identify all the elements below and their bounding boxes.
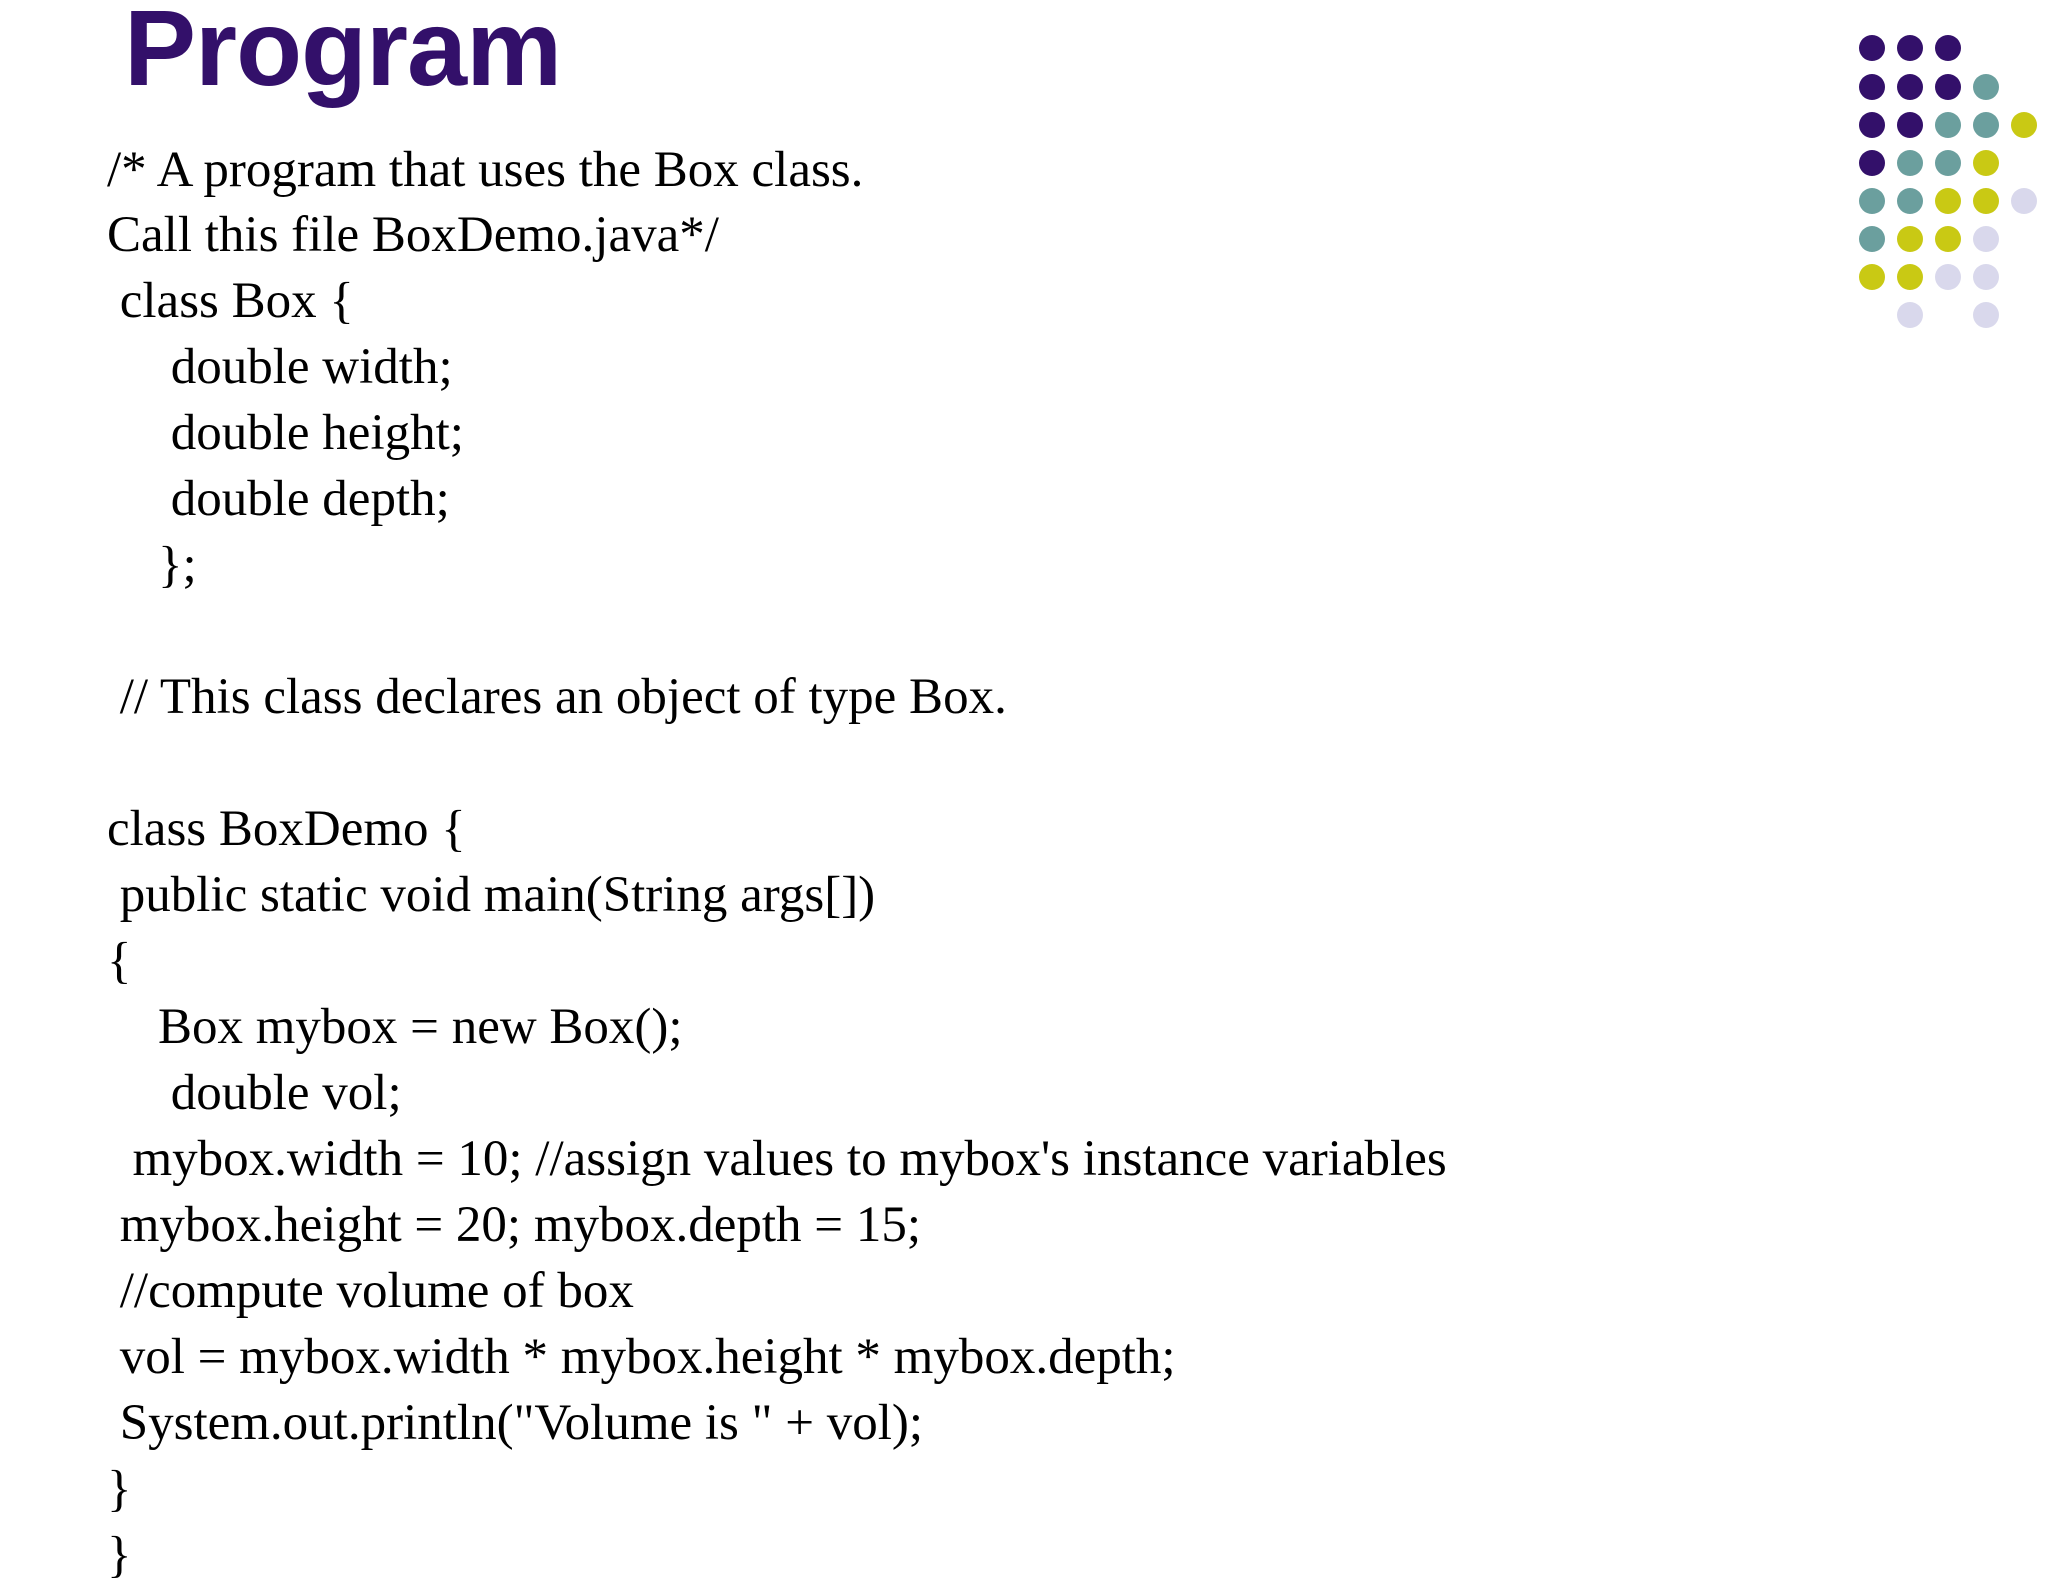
decorative-dot (1897, 226, 1923, 252)
decorative-dot (1973, 226, 1999, 252)
decorative-dot (1935, 74, 1961, 100)
code-line: } (107, 1527, 132, 1583)
code-line: double width; (107, 339, 453, 395)
code-line: double height; (107, 405, 464, 461)
code-line: class Box { (107, 273, 354, 329)
code-line: vol = mybox.width * mybox.height * mybox.depth; (107, 1329, 1176, 1385)
decorative-dot (1973, 150, 1999, 176)
decorative-dot (1897, 35, 1923, 61)
code-line: Call this file BoxDemo.java*/ (107, 207, 719, 263)
code-line: { (107, 933, 132, 989)
code-line: System.out.println("Volume is " + vol); (107, 1395, 924, 1451)
decorative-dot (1935, 188, 1961, 214)
code-line: /* A program that uses the Box class. (107, 142, 864, 198)
decorative-dot (1897, 302, 1923, 328)
code-line: //compute volume of box (107, 1263, 634, 1319)
decorative-dot (1897, 188, 1923, 214)
code-line: mybox.height = 20; mybox.depth = 15; (107, 1197, 921, 1253)
decorative-dot (1859, 74, 1885, 100)
decorative-dot (1973, 302, 1999, 328)
code-line: double vol; (107, 1065, 402, 1121)
decorative-dot (1859, 150, 1885, 176)
decorative-dot (1859, 188, 1885, 214)
code-line: // This class declares an object of type Box. (107, 669, 1007, 725)
decorative-dot (1935, 150, 1961, 176)
code-line: mybox.width = 10; //assign values to mybox's instance variables (107, 1131, 1447, 1187)
decorative-dot (1859, 35, 1885, 61)
code-line: class BoxDemo { (107, 801, 466, 857)
decorative-dot (1859, 226, 1885, 252)
decorative-dot (1973, 112, 1999, 138)
code-line: double depth; (107, 471, 450, 527)
code-line: public static void main(String args[]) (107, 867, 876, 923)
decorative-dot (1935, 35, 1961, 61)
decorative-dot (1897, 264, 1923, 290)
decorative-dot (1897, 112, 1923, 138)
decorative-dot (1859, 112, 1885, 138)
slide-title: Program (124, 0, 562, 108)
decorative-dot (2011, 112, 2037, 138)
decorative-dot (1897, 74, 1923, 100)
decorative-dot (1859, 264, 1885, 290)
decorative-dot (1973, 74, 1999, 100)
decorative-dot (2011, 188, 2037, 214)
decorative-dot (1897, 150, 1923, 176)
decorative-dot (1935, 264, 1961, 290)
code-line: Box mybox = new Box(); (107, 999, 683, 1055)
decorative-dot (1935, 112, 1961, 138)
decorative-dot (1935, 226, 1961, 252)
code-line: }; (107, 537, 197, 593)
code-line: } (107, 1461, 132, 1517)
decorative-dot (1973, 264, 1999, 290)
decorative-dot (1973, 188, 1999, 214)
